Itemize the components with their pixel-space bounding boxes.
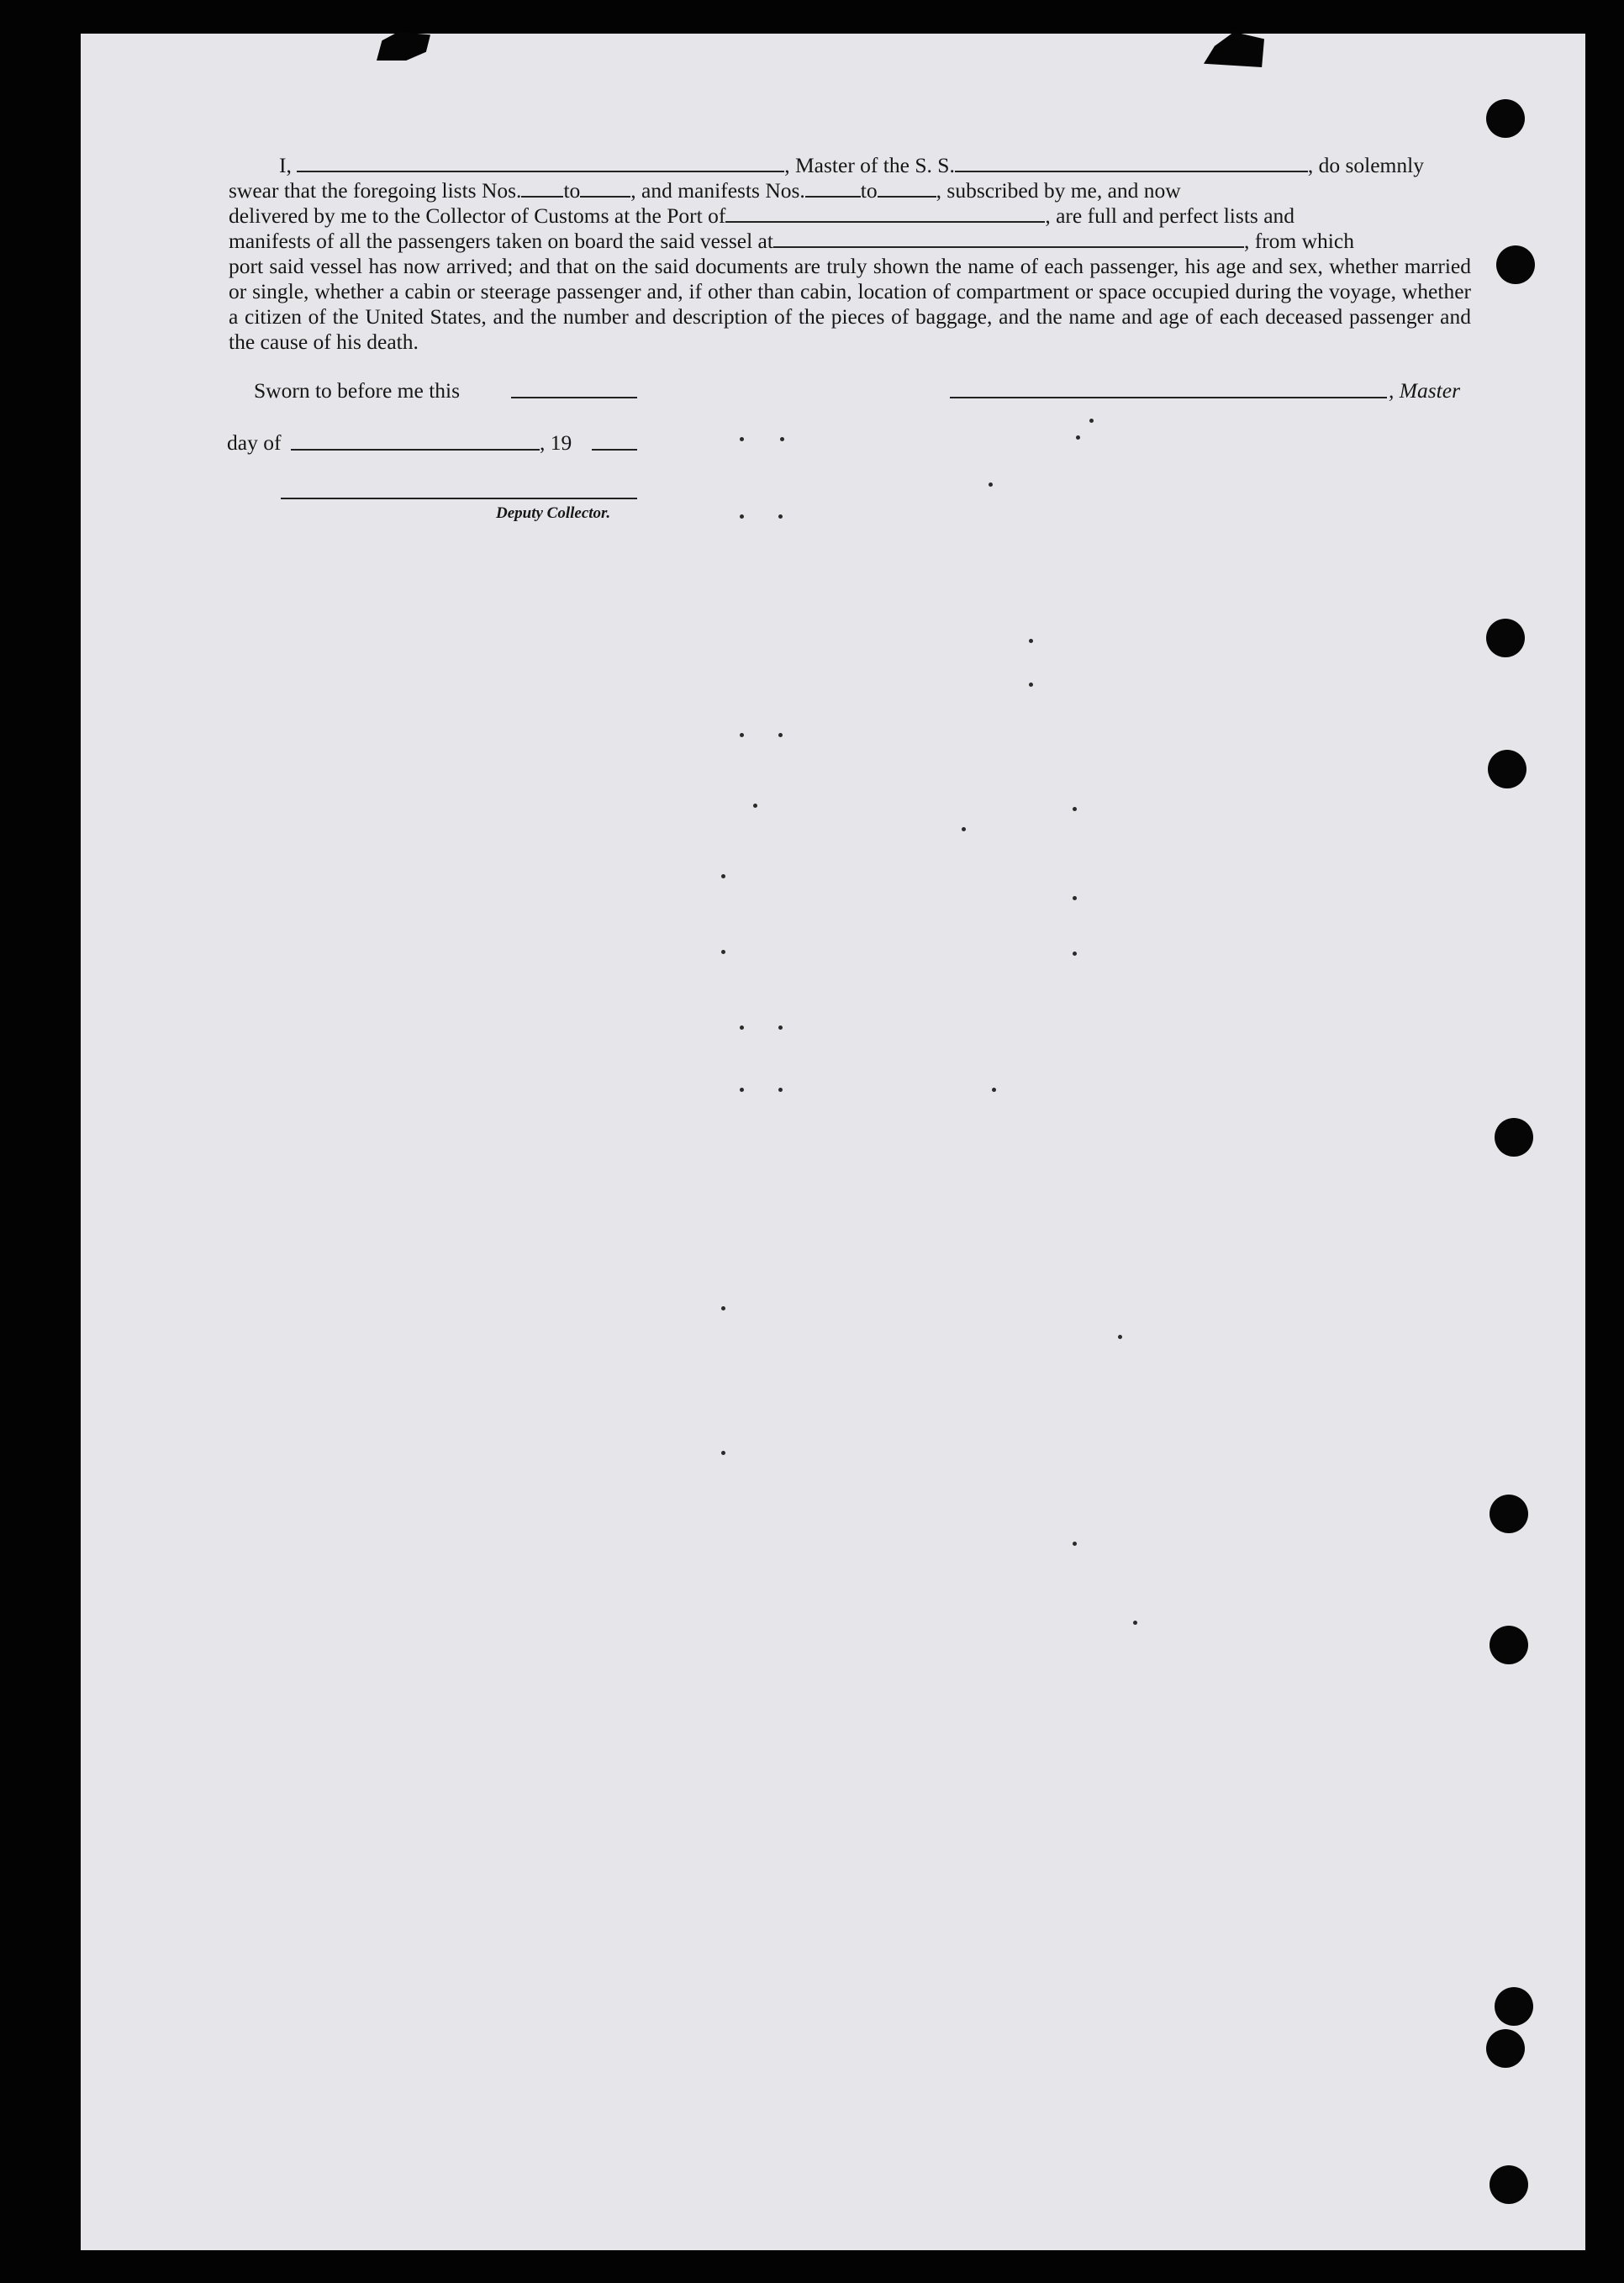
master-name-blank: [297, 154, 784, 172]
manifest-to-blank: [878, 179, 936, 198]
speck: [1073, 896, 1077, 900]
deputy-collector-signature-line: [281, 498, 637, 499]
swear-lists-text: swear that the foregoing lists Nos.: [229, 178, 522, 203]
sworn-label: Sworn to before me this: [254, 378, 461, 403]
punch-hole: [1490, 2165, 1528, 2204]
sworn-day-blank: [511, 397, 637, 398]
torn-edge: [1204, 32, 1264, 67]
master-label: [1389, 378, 1460, 403]
punch-hole: [1486, 2029, 1525, 2068]
speck: [1076, 435, 1080, 440]
oath-line-4: [229, 229, 1471, 254]
punch-hole: [1486, 619, 1525, 657]
speck: [1118, 1335, 1122, 1339]
oath-paragraph: [229, 153, 1471, 355]
manifests-of-all-text: manifests of all the passengers taken on board the said vessel at: [229, 229, 773, 253]
speck: [721, 950, 725, 954]
punch-hole: [1496, 245, 1535, 284]
speck: [989, 482, 993, 487]
speck: [753, 804, 757, 808]
manifest-from-blank: [805, 179, 861, 198]
speck: [1089, 419, 1094, 423]
deputy-collector-label: Deputy Collector.: [496, 504, 611, 522]
to-label-1: to: [563, 178, 581, 203]
speck: [740, 437, 744, 441]
speck: [740, 1026, 744, 1030]
full-and-perfect-text: , are full and perfect lists and: [1045, 203, 1295, 228]
oath-intro: I,: [279, 153, 292, 177]
speck: [1073, 952, 1077, 956]
punch-hole: [1490, 1626, 1528, 1664]
speck: [1029, 639, 1033, 643]
speck: [1073, 1542, 1077, 1546]
and-manifests-text: , and manifests Nos.: [630, 178, 805, 203]
speck: [740, 514, 744, 519]
speck: [1073, 807, 1077, 811]
to-label-2: to: [860, 178, 878, 203]
do-solemnly-text: , do solemnly: [1307, 153, 1424, 177]
embarkation-port-blank: [773, 229, 1244, 248]
document-page: [81, 34, 1585, 2250]
punch-hole: [1488, 750, 1526, 788]
speck: [780, 437, 784, 441]
oath-line-2: [229, 178, 1471, 203]
punch-hole: [1495, 1118, 1533, 1157]
oath-line-3: [229, 203, 1471, 229]
speck: [778, 514, 783, 519]
port-blank: [725, 204, 1045, 223]
speck: [740, 733, 744, 737]
delivered-text: delivered by me to the Collector of Customs at the Port of: [229, 203, 726, 228]
year-prefix-label: , 19: [540, 430, 572, 455]
master-signature-line: [950, 397, 1387, 398]
speck: [778, 1026, 783, 1030]
speck: [778, 1088, 783, 1092]
punch-hole: [1495, 1987, 1533, 2026]
oath-line-1: [229, 153, 1471, 178]
master-label-text: , Master: [1389, 378, 1460, 403]
master-of-ss-label: , Master of the S. S.: [784, 153, 955, 177]
oath-body-text: port said vessel has now arrived; and that on the said documents are truly shown the name of each passenger, his age and sex, whether married or single, whether a cabin or steerage passenger and, if other than cabin, location of compartment or space occupied during the voyage, whether a citizen of the United States, and the number and description of the pieces of baggage, and the name and age of each deceased passenger and the cause of his death.: [229, 254, 1471, 354]
speck: [778, 733, 783, 737]
month-blank: [291, 449, 540, 451]
speck: [1029, 683, 1033, 687]
speck: [740, 1088, 744, 1092]
punch-hole: [1490, 1495, 1528, 1533]
list-from-blank: [521, 179, 563, 198]
day-of-label: day of: [227, 430, 282, 455]
speck: [992, 1088, 996, 1092]
speck: [721, 1306, 725, 1310]
list-to-blank: [580, 179, 630, 198]
subscribed-text: , subscribed by me, and now: [936, 178, 1181, 203]
speck: [721, 874, 725, 878]
vessel-name-blank: [955, 154, 1308, 172]
speck: [721, 1451, 725, 1455]
punch-hole: [1486, 99, 1525, 138]
speck: [962, 827, 966, 831]
torn-edge: [377, 32, 430, 61]
year-blank: [592, 449, 637, 451]
speck: [1133, 1621, 1137, 1625]
from-which-text: , from which: [1243, 229, 1354, 253]
